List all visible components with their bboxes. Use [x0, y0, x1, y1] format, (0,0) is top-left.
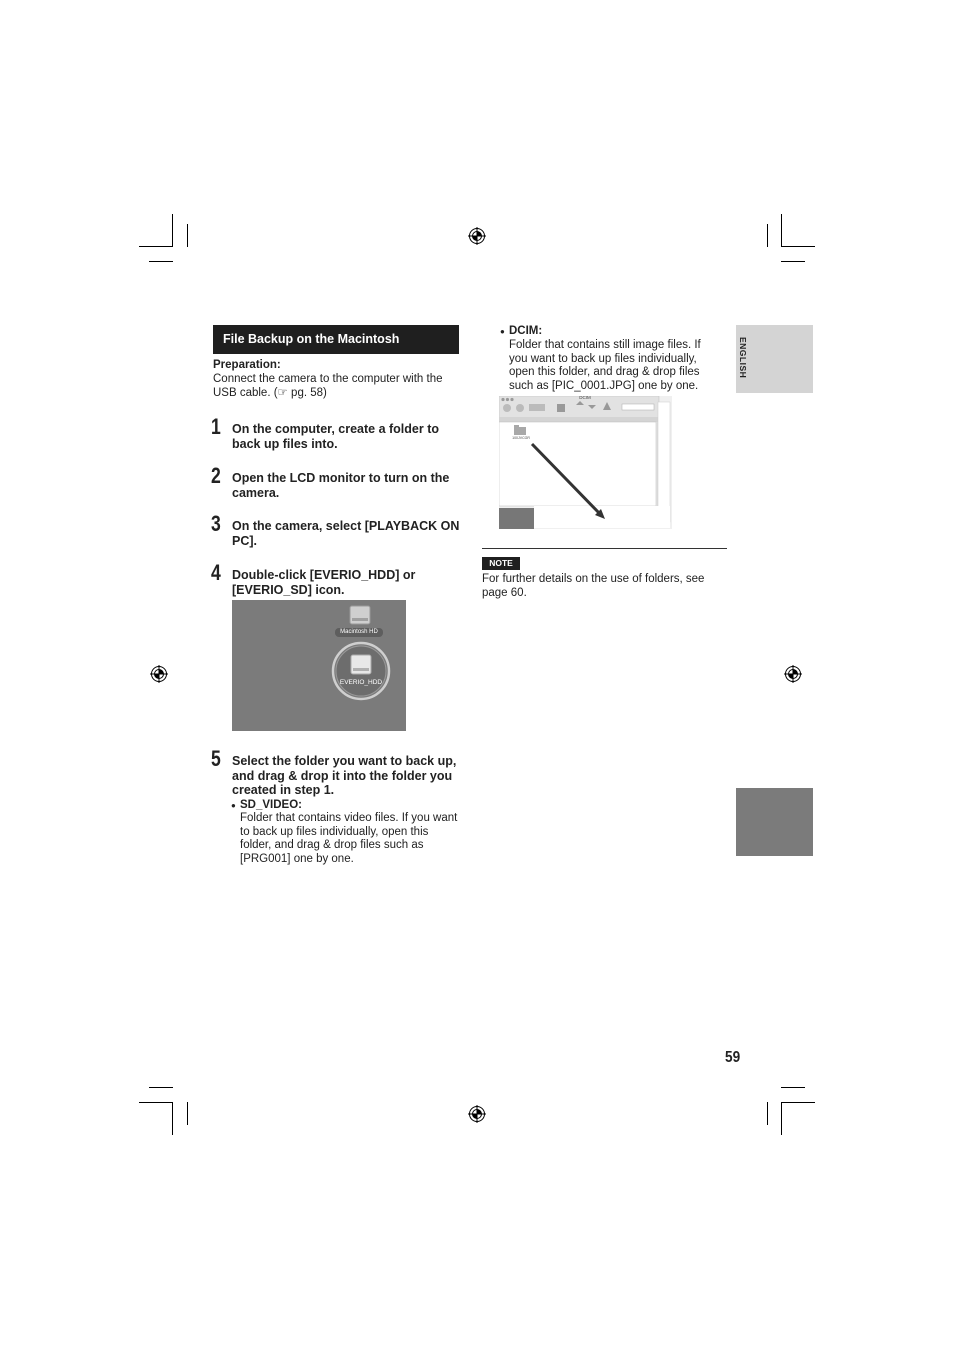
- drive-label: Macintosh HD: [340, 629, 378, 635]
- step-text: Open the LCD monitor to turn on the camera.: [232, 471, 450, 500]
- registration-mark-icon: [784, 665, 802, 683]
- registration-mark-icon: [468, 227, 486, 245]
- dcim-text: Folder that contains still image files. If you want to back up files individually, open this folder, and drag & drop files such as [PIC_0001.JPG] one by one.: [509, 339, 701, 393]
- language-label: ENGLISH: [738, 337, 748, 379]
- step-number: 3: [211, 511, 221, 536]
- step-text: On the camera, select [PLAYBACK ON PC].: [232, 519, 460, 548]
- step-text: On the computer, create a folder to back up files into.: [232, 422, 439, 451]
- finder-screenshot: [499, 396, 672, 529]
- step-number: 1: [211, 414, 221, 439]
- registration-mark-icon: [468, 1105, 486, 1123]
- step-number: 4: [211, 560, 221, 585]
- section-header: File Backup on the Macintosh: [213, 325, 459, 354]
- desktop-screenshot: [232, 600, 406, 731]
- note-badge: NOTE: [482, 557, 520, 570]
- finder-window-illustration: [499, 396, 672, 529]
- hard-drive-icon: [350, 606, 370, 624]
- step-number: 5: [211, 746, 221, 771]
- drive-icons: [232, 600, 406, 731]
- section-tab: [736, 788, 813, 856]
- note-divider: [482, 548, 727, 549]
- note-text: For further details on the use of folders, see page 60.: [482, 573, 705, 599]
- finder-window-title: DCIM: [579, 395, 591, 400]
- dcim-title: ● DCIM:: [509, 325, 542, 337]
- step-text: Select the folder you want to back up, and drag & drop it into the folder you created in step 1.: [232, 754, 457, 797]
- registration-mark-icon: [150, 665, 168, 683]
- sd-video-title: ● SD_VIDEO:: [240, 799, 302, 811]
- step-number: 2: [211, 463, 221, 488]
- page-number: 59: [725, 1049, 741, 1066]
- sd-video-text: Folder that contains video files. If you want to back up files individually, open this folder, and drag & drop files such as [PRG001] one by one.: [240, 812, 458, 866]
- preparation-label: Preparation:: [213, 359, 281, 371]
- language-tab: [736, 325, 813, 393]
- preparation-text: Connect the camera to the computer with the USB cable. (☞ pg. 58): [213, 373, 443, 399]
- drive-label: EVERIO_HDD: [339, 679, 383, 686]
- camera-drive-icon: [351, 655, 371, 674]
- folder-label: 100JVCGR: [512, 436, 530, 440]
- step-text: Double-click [EVERIO_HDD] or [EVERIO_SD] icon.: [232, 568, 416, 597]
